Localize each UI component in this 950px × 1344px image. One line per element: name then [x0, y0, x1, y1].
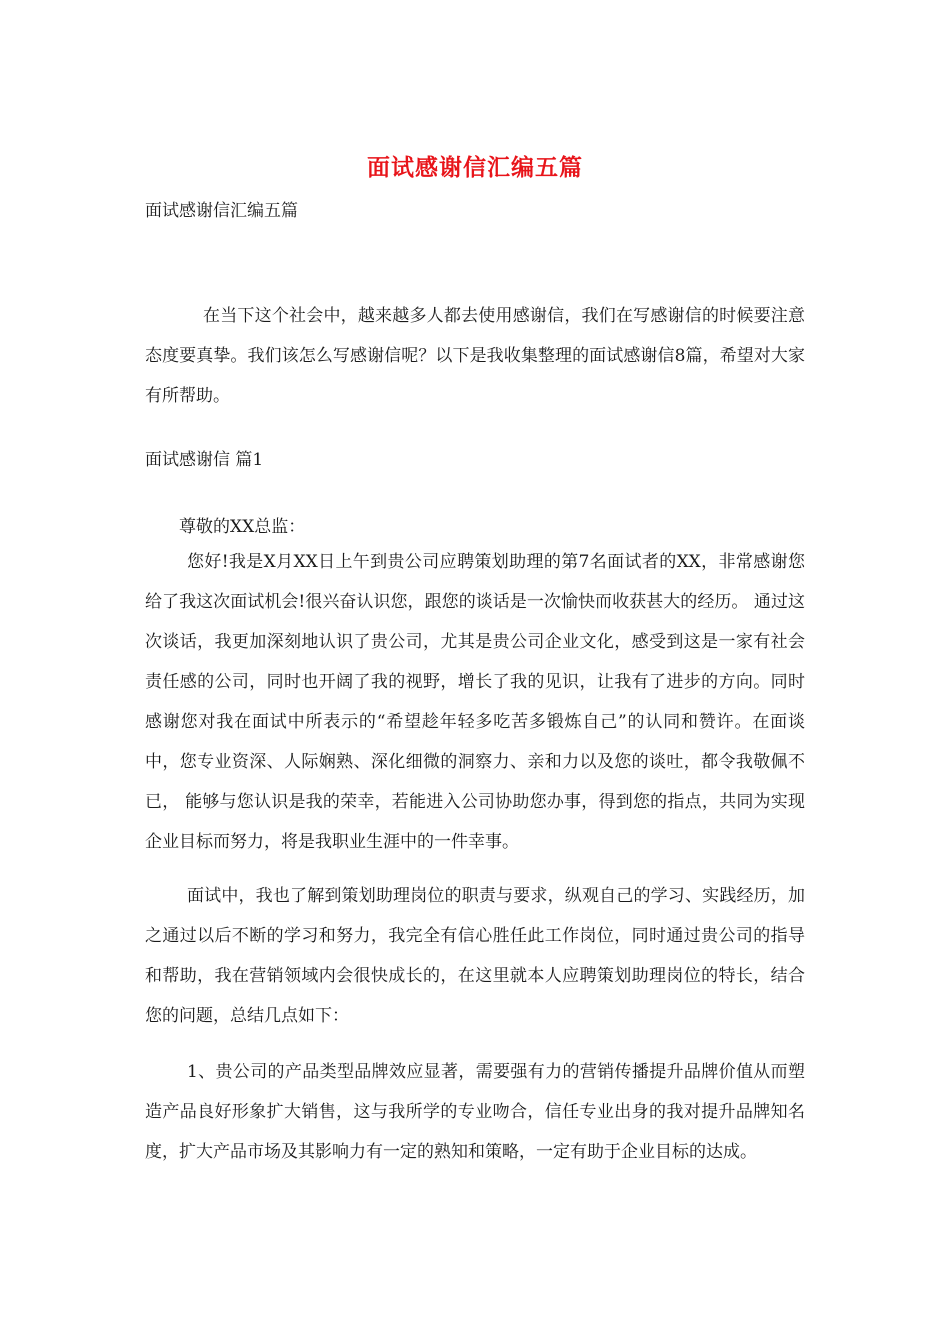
- greeting: 尊敬的XX总监：: [179, 517, 306, 537]
- body-paragraph-2: 面试中，我也了解到策划助理岗位的职责与要求，纵观自己的学习、实践经历，加之通过以后不断的学习和努力，我完全有信心胜任此工作岗位，同时通过贵公司的指导和帮助，我在营销领域内会很快成长的，在这里就本人应聘策划助理岗位的特长，结合您的问题，总结几点如下：: [145, 886, 805, 1026]
- document-subtitle: 面试感谢信汇编五篇: [145, 201, 298, 221]
- document-title: 面试感谢信汇编五篇: [367, 154, 583, 181]
- section-heading: 面试感谢信 篇1: [145, 450, 264, 470]
- body-paragraph-3: 1、贵公司的产品类型品牌效应显著，需要强有力的营销传播提升品牌价值从而塑造产品良好形象扩大销售，这与我所学的专业吻合，信任专业出身的我对提升品牌知名度，扩大产品市场及其影响力有一定的熟知和策略，一定有助于企业目标的达成。: [145, 1062, 805, 1162]
- body-paragraph-1: 您好!我是X月XX日上午到贵公司应聘策划助理的第7名面试者的XX，非常感谢您给了我这次面试机会!很兴奋认识您，跟您的谈话是一次愉快而收获甚大的经历。 通过这次谈话，我更加深刻地认识了贵公司，尤其是贵公司企业文化，感受到这是一家有社会责任感的公司，同时也开阔了我的视野，增长了我的见识，让我有了进步的方向。同时感谢您对我在面试中所表示的“希望趁年轻多吃苦多锻炼自己”的认同和赞许。在面谈中，您专业资深、人际娴熟、深化细微的洞察力、亲和力以及您的谈吐，都令我敬佩不已， 能够与您认识是我的荣幸，若能进入公司协助您办事，得到您的指点，共同为实现企业目标而努力，将是我职业生涯中的一件幸事。: [145, 552, 805, 852]
- intro-paragraph: 在当下这个社会中，越来越多人都去使用感谢信，我们在写感谢信的时候要注意态度要真挚。我们该怎么写感谢信呢？以下是我收集整理的面试感谢信8篇，希望对大家有所帮助。: [145, 306, 805, 406]
